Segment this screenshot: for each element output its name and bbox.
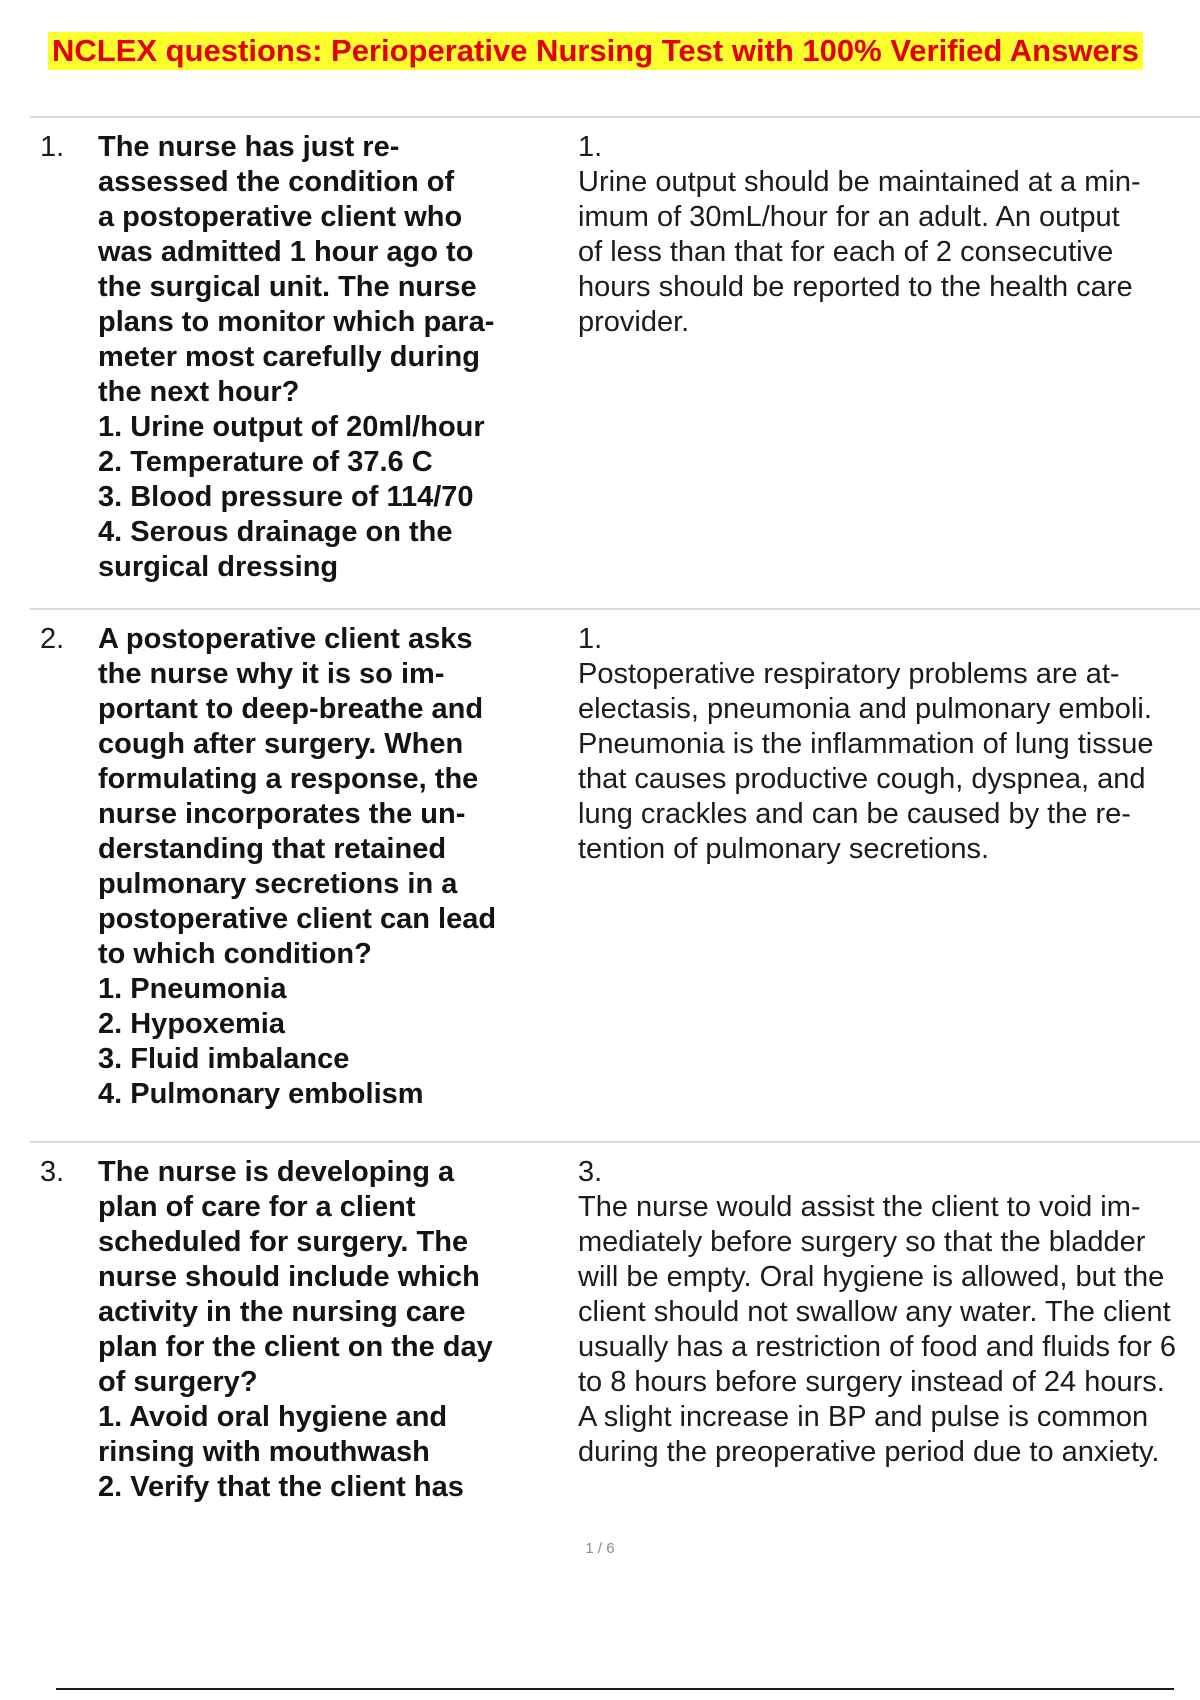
question-line: surgical dressing	[98, 551, 339, 583]
question-line: pulmonary secretions in a	[98, 868, 458, 900]
answer-line: Pneumonia is the inflammation of lung tissue	[578, 728, 1154, 760]
answer-line: Urine output should be maintained at a min-	[578, 166, 1141, 198]
question-number: 3.	[40, 1156, 65, 1188]
question-line: 2. Temperature of 37.6 C	[98, 446, 433, 478]
question-line: was admitted 1 hour ago to	[98, 236, 474, 268]
question-line: 4. Serous drainage on the	[98, 516, 453, 548]
answer-text	[548, 130, 1194, 608]
question-line: cough after surgery. When	[98, 728, 464, 760]
question-line: formulating a response, the	[98, 763, 479, 795]
question-line: meter most carefully during	[98, 341, 480, 373]
qa-item	[30, 1141, 1200, 1541]
question-line: of surgery?	[98, 1366, 258, 1398]
answer-line: usually has a restriction of food and fluids for 6	[578, 1331, 1177, 1363]
answer-line: client should not swallow any water. The client	[578, 1296, 1171, 1328]
answer-line: provider.	[578, 306, 690, 338]
question-line: assessed the condition of	[98, 166, 455, 198]
answer-line: lung crackles and can be caused by the re-	[578, 798, 1131, 830]
answer-line: of less than that for each of 2 consecutive	[578, 236, 1114, 268]
question-line: 4. Pulmonary embolism	[98, 1078, 424, 1110]
answer-line: mediately before surgery so that the bladder	[578, 1226, 1146, 1258]
question-line: activity in the nursing care	[98, 1296, 466, 1328]
answer-line: hours should be reported to the health care	[578, 271, 1133, 303]
question-line: derstanding that retained	[98, 833, 447, 865]
answer-line: 1.	[578, 623, 603, 655]
question-text	[98, 622, 548, 1141]
question-line: 1. Avoid oral hygiene and	[98, 1401, 448, 1433]
qa-list	[30, 116, 1200, 1541]
question-number: 1.	[40, 131, 65, 163]
question-line: plan for the client on the day	[98, 1331, 493, 1363]
answer-line: electasis, pneumonia and pulmonary emboli.	[578, 693, 1152, 725]
question-line: rinsing with mouthwash	[98, 1436, 430, 1468]
question-number: 2.	[40, 623, 65, 655]
question-line: 2. Hypoxemia	[98, 1008, 285, 1040]
question-line: portant to deep-breathe and	[98, 693, 484, 725]
document-title: NCLEX questions: Perioperative Nursing Test with 100% Verified Answers	[48, 32, 1143, 70]
question-line: nurse incorporates the un-	[98, 798, 466, 830]
answer-line: tention of pulmonary secretions.	[578, 833, 990, 865]
question-line: postoperative client can lead	[98, 903, 497, 935]
answer-line: 1.	[578, 131, 603, 163]
question-line: the surgical unit. The nurse	[98, 271, 477, 303]
question-line: the nurse why it is so im-	[98, 658, 445, 690]
question-line: the next hour?	[98, 376, 300, 408]
question-text	[98, 1155, 548, 1541]
qa-item	[30, 116, 1200, 608]
question-line: scheduled for surgery. The	[98, 1226, 469, 1258]
answer-line: The nurse would assist the client to void im-	[578, 1191, 1141, 1223]
answer-line: Postoperative respiratory problems are at-	[578, 658, 1120, 690]
answer-line: 3.	[578, 1156, 603, 1188]
answer-line: that causes productive cough, dyspnea, and	[578, 763, 1146, 795]
footer-divider	[56, 1688, 1174, 1690]
question-line: 1. Pneumonia	[98, 973, 287, 1005]
answer-line: imum of 30mL/hour for an adult. An output	[578, 201, 1120, 233]
qa-item	[30, 608, 1200, 1141]
answer-text	[548, 1155, 1194, 1541]
question-line: nurse should include which	[98, 1261, 480, 1293]
answer-line: will be empty. Oral hygiene is allowed, but the	[578, 1261, 1165, 1293]
question-line: a postoperative client who	[98, 201, 463, 233]
question-line: to which condition?	[98, 938, 372, 970]
question-line: 3. Blood pressure of 114/70	[98, 481, 474, 513]
question-line: The nurse is developing a	[98, 1156, 455, 1188]
question-line: 2. Verify that the client has	[98, 1471, 464, 1503]
question-line: A postoperative client asks	[98, 623, 473, 655]
question-text	[98, 130, 548, 608]
question-line: 1. Urine output of 20ml/hour	[98, 411, 485, 443]
question-line: The nurse has just re-	[98, 131, 400, 163]
answer-line: A slight increase in BP and pulse is common	[578, 1401, 1149, 1433]
question-line: plans to monitor which para-	[98, 306, 495, 338]
question-line: plan of care for a client	[98, 1191, 416, 1223]
answer-line: during the preoperative period due to anxiety.	[578, 1436, 1160, 1468]
answer-line: to 8 hours before surgery instead of 24 hours.	[578, 1366, 1165, 1398]
question-line: 3. Fluid imbalance	[98, 1043, 350, 1075]
page-indicator: 1 / 6	[585, 1540, 615, 1557]
title-container	[48, 32, 1184, 70]
answer-text	[548, 622, 1194, 1141]
